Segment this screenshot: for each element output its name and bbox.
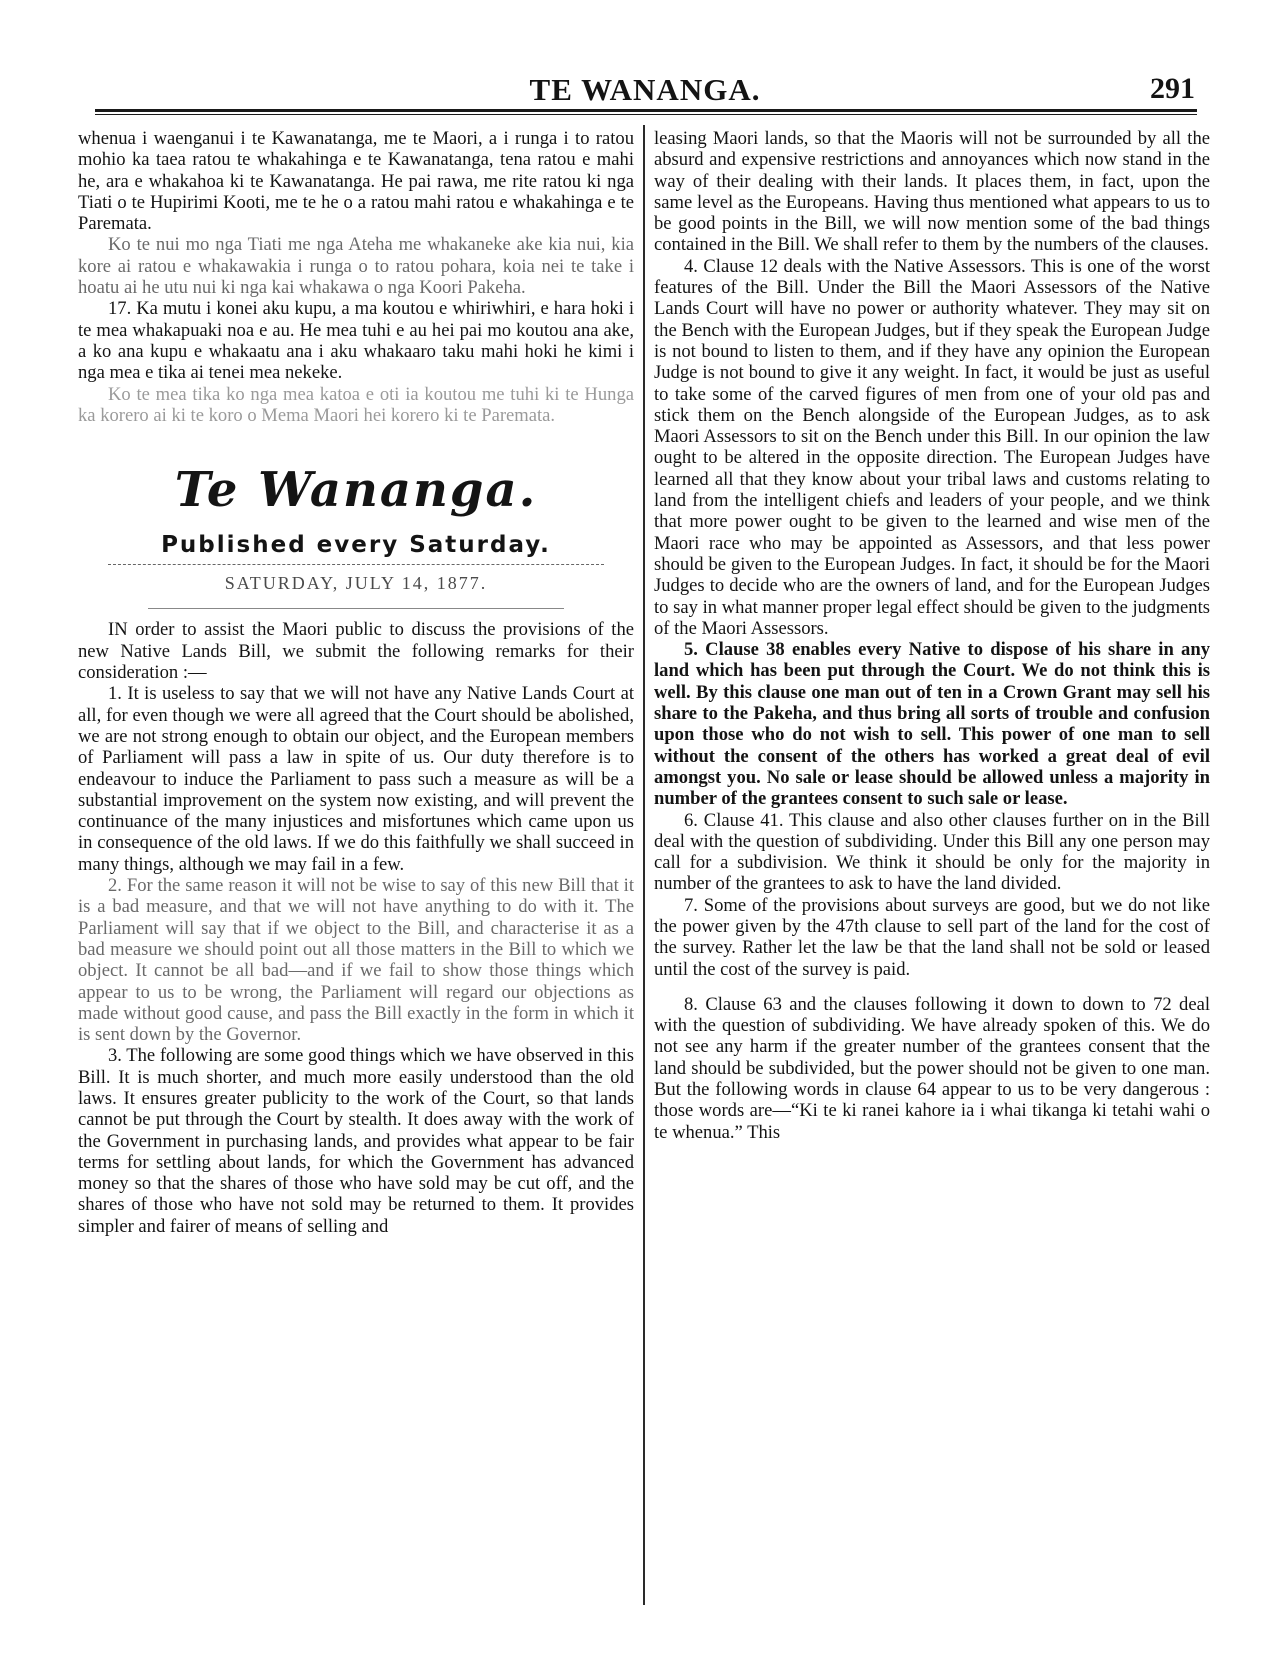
column-divider	[643, 125, 645, 1605]
page-number: 291	[1150, 72, 1195, 105]
masthead: Te Wananga.	[174, 462, 538, 519]
page-header	[95, 72, 1195, 108]
paragraph-gap	[654, 980, 1210, 994]
article-paragraph: 6. Clause 41. This clause and also other clauses further on in the Bill deal with the question of subdividing. Under this Bill any one person may call for a subdivision. We think it should be only for the majority in number of the grantees to ask to have the land divided.	[654, 809, 1210, 895]
article-paragraph: 2. For the same reason it will not be wise to say of this new Bill that it is a bad measure, and that we will not have anything to do with it. The Parliament will say that if we object to the Bill, and characterise it as a bad measure we should point out all those matters in the Bill to which we object. It cannot be all bad—and if we fail to show those things which appear to us to be wrong, the Parliament will regard our objections as made without good cause, and pass the Bill exactly in the form in which it is sent down by the Governor.	[78, 875, 634, 1046]
header-rule	[95, 109, 1197, 115]
newspaper-title: TE WANANGA.	[529, 72, 761, 107]
left-column	[78, 128, 634, 1237]
article-paragraph: leasing Maori lands, so that the Maoris will not be surrounded by all the absurd and expensive restrictions and annoyances which now stand in the way of their dealing with their lands. It places them, in fact, upon the same level as the Europeans. Having thus mentioned what appears to us to be good points in the Bill, we will now mention some of the bad things contained in the Bill. We shall refer to them by the numbers of the clauses.	[654, 128, 1210, 256]
article-paragraph: 3. The following are some good things which we have observed in this Bill. It is much shorter, and much more easily understood than the old laws. It ensures greater publicity to the work of the Court, so that lands cannot be put through the Court by stealth. It does away with the work of the Government in purchasing lands, and provides what appear to be fair terms for settling about lands, for which the Government has advanced money so that the shares of those who have sold may be cut off, and the shares of those who have not sold may be returned to them. It provides simpler and fairer of means of selling and	[78, 1045, 634, 1237]
publication-notice: Published every Saturday.	[161, 532, 551, 559]
dateline: SATURDAY, JULY 14, 1877.	[224, 573, 488, 594]
right-column	[654, 128, 1210, 1143]
maori-paragraph: 17. Ka mutu i konei aku kupu, a ma koutou e whiriwhiri, e hara hoki i te mea whakapuaki noa e au. He mea tuhi e au hei pai mo koutou ana ake, a ko ana kupu e whakaatu ana i aku whakaaro taku mahi hoki he kimi i nga mea e tika ai tenei mea nekeke.	[78, 298, 634, 384]
article-paragraph: 1. It is useless to say that we will not have any Native Lands Court at all, for even though we were all agreed that the Court should be abolished, we are not strong enough to obtain our object, and the European members of Parliament will pass a law in spite of us. Our duty therefore is to endeavour to induce the Parliament to pass such a measure as will be a substantial improvement on the system now existing, and will prevent the continuance of the many injustices and misfortunes which came upon us in consequence of the old laws. If we do this faithfully we shall succeed in many things, although we may fail in a few.	[78, 683, 634, 875]
article-paragraph: 5. Clause 38 enables every Native to dispose of his share in any land which has been put through the Court. We do not think this is well. By this clause one man out of ten in a Crown Grant may sell his share to the Pakeha, and thus bring all sorts of trouble and confusion upon those who do not wish to sell. This power of one man to sell without the consent of the others has worked a great deal of evil amongst you. No sale or lease should be allowed unless a majority in number of the grantees consent to such sale or lease.	[654, 639, 1210, 810]
article-paragraph: 8. Clause 63 and the clauses following it down to down to 72 deal with the question of subdividing. We have already spoken of this. We do not see any harm if the greater number of the grantees consent that the land should be subdivided, but the power should not be given to one man. But the following words in clause 64 appear to us to be very dangerous : those words are—“Ki te ki ranei kahore ia i whai tikanga ki tetahi wahi o te whenua.” This	[654, 993, 1210, 1143]
masthead-rule	[108, 564, 604, 565]
maori-paragraph: whenua i waenganui i te Kawanatanga, me te Maori, a i runga i to ratou mohio ka taea ratou te whakahinga e te Kawanatanga, tena ratou e mahi he, ara e whakahoa ki te Kawanatanga. He pai rawa, me rite ratou ki nga Tiati o te Hupirimi Kooti, me te he o a ratou mahi ratou e whakahinga e te Paremata.	[78, 128, 634, 235]
article-paragraph: 7. Some of the provisions about surveys are good, but we do not like the power given by the 47th clause to sell part of the land for the cost of the survey. Rather let the law be that the land shall not be sold or leased until the cost of the survey is paid.	[654, 894, 1210, 980]
article-paragraph: 4. Clause 12 deals with the Native Assessors. This is one of the worst features of the Bill. Under the Bill the Maori Assessors of the Native Lands Court will have no power or authority whatever. They may sit on the Bench with the European Judges, but if they speak the European Judge is not bound to listen to them, and if they have any opinion the European Judge is not bound to give it any weight. In fact, it would be just as useful to take some of the carved figures of men from one of your old pas and stick them on the Bench alongside of the European Judges, as to ask Maori Assessors to sit on the Bench under this Bill. In our opinion the law ought to be altered in the opposite direction. The European Judges have learned all that they know about your tribal laws and customs relating to land from the intelligent chiefs and leaders of your people, and we think that more power ought to be given to the learned and wise men of the Maori race who may be appointed as Assessors, and that less power should be given to the European Judges. In fact, it should be for the Maori Judges to decide who are the owners of land, and for the European Judges to say in what manner proper legal effect should be given to the judgments of the Maori Assessors.	[654, 255, 1210, 639]
article-paragraph: IN order to assist the Maori public to discuss the provisions of the new Native Lands Bill, we submit the following remarks for their consideration :—	[78, 619, 634, 684]
maori-paragraph: Ko te mea tika ko nga mea katoa e oti ia koutou me tuhi ki te Hunga ka korero ai ki te koro o Mema Maori hei korero ki te Paremata.	[78, 383, 634, 426]
maori-paragraph: Ko te nui mo nga Tiati me nga Ateha me whakaneke ake kia nui, kia kore ai ratou e whakawakia i runga o to ratou pohara, koia nei te take i hoatu ai he utu nui ki nga kai whakawa o nga Koori Pakeha.	[78, 234, 634, 299]
dateline-rule	[148, 608, 564, 609]
